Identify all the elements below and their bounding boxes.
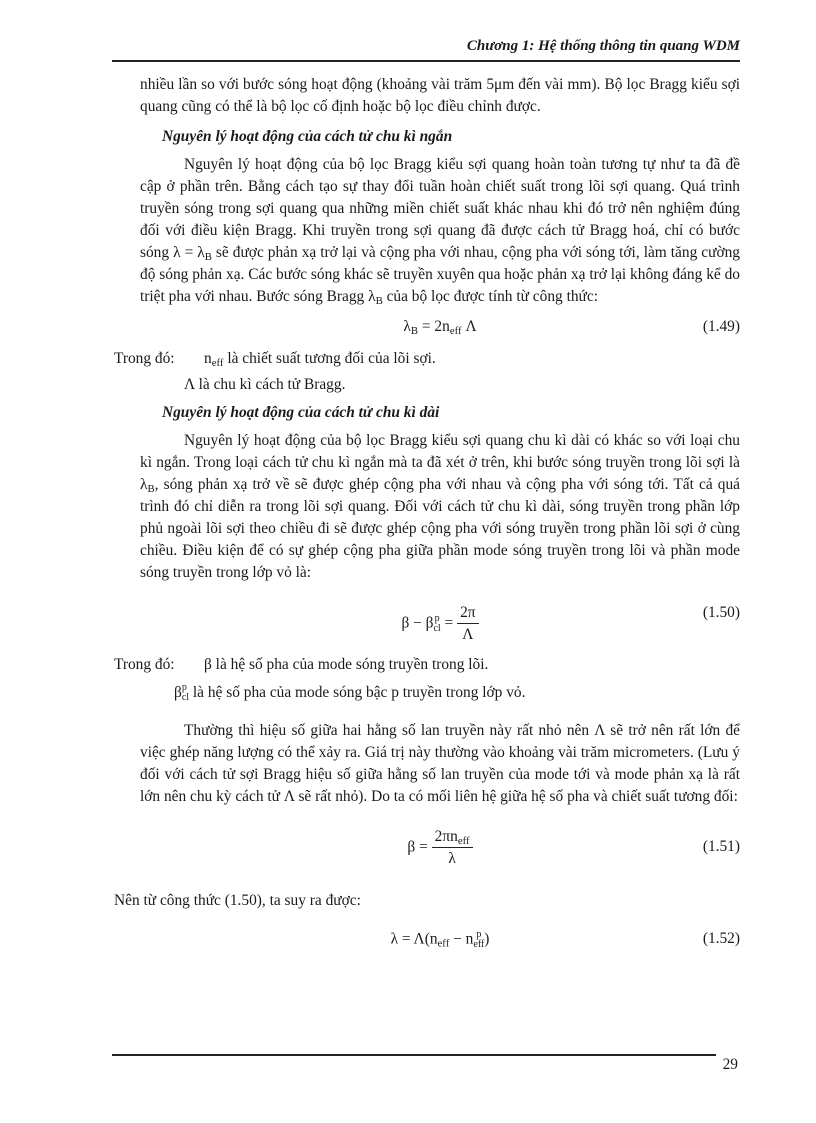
where-2-beta-cl: β p cl là hệ số pha của mode sóng bậc p truyền trong lớp vỏ.	[174, 682, 526, 704]
page-content	[114, 74, 740, 960]
equation-number: (1.50)	[702, 604, 740, 621]
chapter-header	[112, 38, 740, 62]
paragraph-short-period: Nguyên lý hoạt động của bộ lọc Bragg kiểu sợi quang hoàn toàn tương tự như ta đã đề cập ở phần trên. Bằng cách tạo sự thay đổi tuần hoàn chiết suất trong lõi sợi quang. Quá trình truyền sóng trong sợi quang qua những miền chiết suất khác nhau khi đó trở nên nghiệm đúng đối với điều kiện Bragg. Khi truyền trong sợi quang đã được cách tử Bragg hoá, chỉ có bước sóng $\lambda = \lambda_B$ sẽ được phản xạ trở lại và cộng pha với nhau, cộng pha với sóng tới, làm tăng cường độ sóng phản xạ. Các bước sóng khác sẽ truyền xuyên qua hoặc phản xạ trở lại không đáng kể do triệt pha với nhau. Bước sóng Bragg $\lambda_B$ của bộ lọc được tính từ công thức:	[140, 156, 740, 307]
equation-1-52: $\lambda = \Lambda(n_{eff} - n$ p eff ) (1.52)	[390, 929, 740, 951]
equation-1-51: β = $\frac{2\pi n_{eff}}{\lambda}$ (1.51)	[407, 828, 740, 867]
heading-short-period: Nguyên lý hoạt động của cách tử chu kì ngắn	[162, 128, 453, 145]
where-block-1: Trong đó: $n_{eff}$ là chiết suất tương đối của lõi sợi.	[114, 350, 436, 369]
paragraph-coupling: Thường thì hiệu số giữa hai hằng số lan truyền này rất nhỏ nên Λ sẽ trở nên rất lớn để việc ghép năng lượng có thể xảy ra. Giá trị này thường vào khoảng vài trăm micrometers. (Lưu ý đối với cách tử sợi Bragg hiệu số giữa hằng số lan truyền của mode tới và mode phản xạ là rất lớn nên chu kỳ cách tử Λ sẽ rất nhỏ). Do ta có mối liên hệ giữa hệ số pha và chiết suất tương đối:	[140, 722, 740, 805]
paragraph-long-period: Nguyên lý hoạt động của bộ lọc Bragg kiểu sợi quang chu kì dài có khác so với loại chu kì ngắn. Trong loại cách tử chu kì ngắn mà ta đã xét ở trên, khi bước sóng truyền trong lõi sợi là $\lambda_B$, sóng phản xạ trở về sẽ được ghép cộng pha với nhau và cộng pha với sóng tới. Tất cả quá trình đó chỉ diễn ra trong lõi sợi quang. Đối với cách tử chu kì dài, sóng truyền trong phần lớp phủ ngoài lõi sợi theo chiều đi sẽ được ghép cộng pha với sóng truyền trong phần lõi sợi ở cùng chiều. Điều kiện để có sự ghép cộng pha giữa phần mode sóng truyền trong lõi và phần mode sóng truyền trong lớp vỏ là:	[140, 432, 740, 581]
equation-number: (1.49)	[702, 318, 740, 335]
footer-rule	[112, 1054, 716, 1056]
equation-1-49: $\lambda_B = 2n_{eff}$ Λ (1.49)	[403, 318, 740, 337]
page-number: 29	[722, 1056, 738, 1073]
heading-long-period: Nguyên lý hoạt động của cách tử chu kì dài	[162, 404, 440, 421]
equation-1-50: β − β p cl = $\frac{2\pi}{\Lambda}$ (1.50)	[401, 604, 740, 643]
where-block-2: Trong đó: β là hệ số pha của mode sóng truyền trong lõi.	[114, 656, 489, 673]
equation-number: (1.52)	[702, 930, 740, 947]
paragraph-intro: nhiều lần so với bước sóng hoạt động (khoảng vài trăm 5μm đến vài mm). Bộ lọc Bragg kiểu sợi quang cũng có thể là bộ lọc cố định hoặc bộ lọc điều chỉnh được.	[140, 76, 740, 115]
chapter-title: Chương 1: Hệ thống thông tin quang WDM	[466, 38, 740, 54]
paragraph-derive: Nên từ công thức (1.50), ta suy ra được:	[114, 892, 361, 909]
equation-number: (1.51)	[702, 838, 740, 855]
where-1-lambda: Λ là chu kì cách tử Bragg.	[184, 376, 346, 393]
